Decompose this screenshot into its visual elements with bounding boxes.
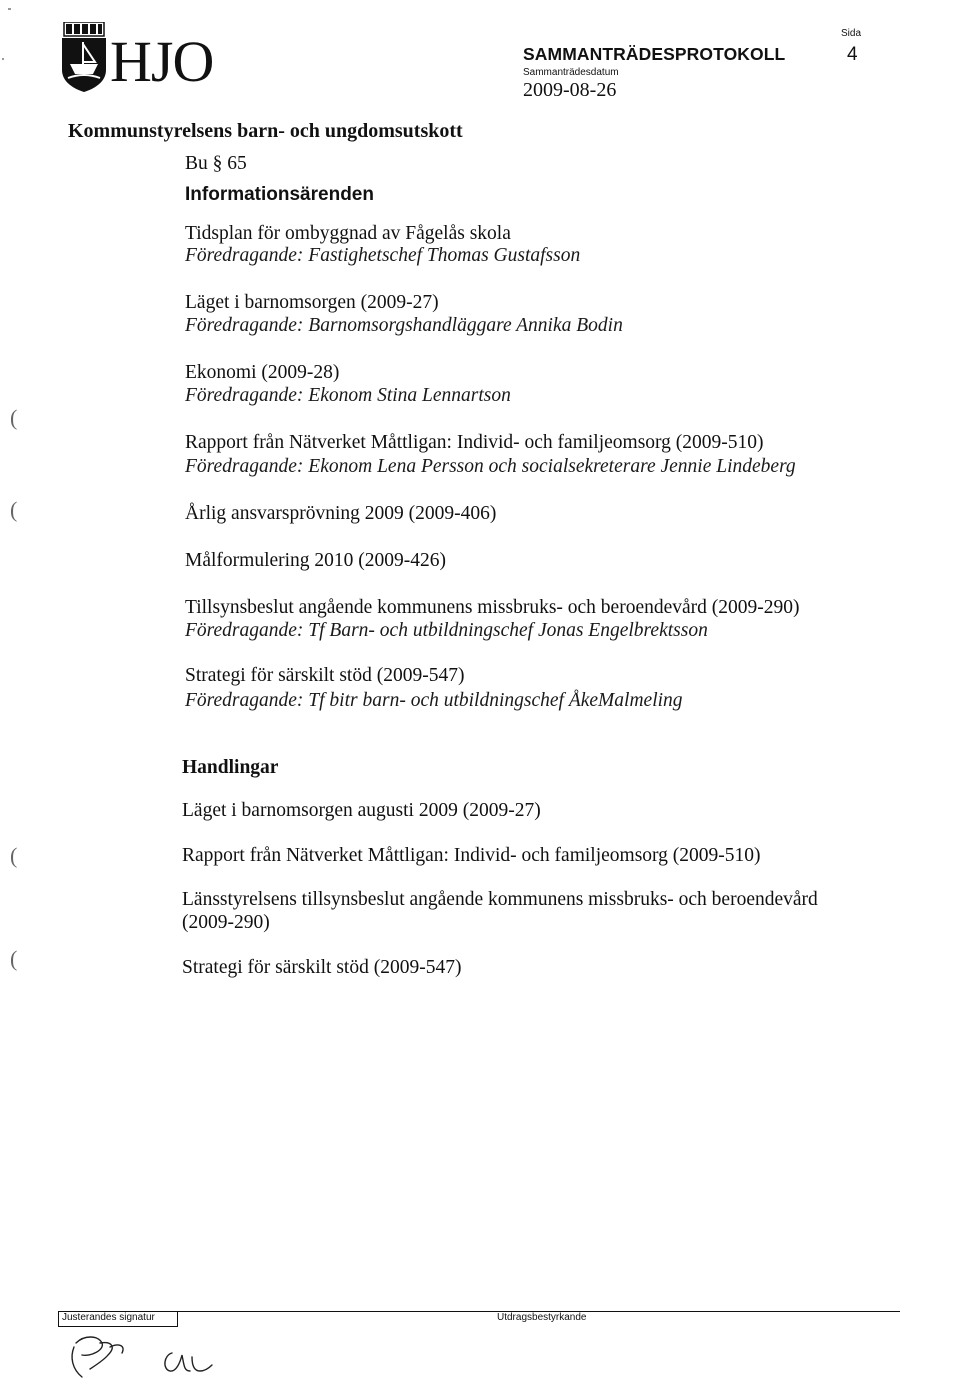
agenda-item-title: Tidsplan för ombyggnad av Fågelås skola <box>185 223 511 244</box>
scan-speck <box>8 8 11 10</box>
document-type: SAMMANTRÄDESPROTOKOLL <box>523 44 786 64</box>
meeting-date-label: Sammanträdesdatum <box>523 67 619 78</box>
documents-heading: Handlingar <box>182 757 279 778</box>
document-item: Rapport från Nätverket Måttligan: Individ- och familjeomsorg (2009-510) <box>182 845 761 866</box>
signature-label: Justerandes signatur <box>62 1312 155 1323</box>
document-item: Läget i barnomsorgen augusti 2009 (2009-27) <box>182 800 541 821</box>
document-item: Strategi för särskilt stöd (2009-547) <box>182 957 462 978</box>
binder-hole-mark: ( <box>10 843 18 868</box>
agenda-item-title: Ekonomi (2009-28) <box>185 362 340 383</box>
page-number: 4 <box>847 44 858 65</box>
binder-hole-mark: ( <box>10 497 18 522</box>
extract-label: Utdragsbestyrkande <box>497 1312 587 1323</box>
municipality-logo <box>60 22 250 94</box>
agenda-item-presenter: Föredragande: Ekonom Lena Persson och socialsekreterare Jennie Lindeberg <box>185 456 796 477</box>
agenda-item-title: Rapport från Nätverket Måttligan: Individ- och familjeomsorg (2009-510) <box>185 432 764 453</box>
agenda-item-presenter: Föredragande: Fastighetschef Thomas Gustafsson <box>185 245 581 266</box>
agenda-item-title: Målformulering 2010 (2009-426) <box>185 550 447 571</box>
binder-hole-mark: ( <box>10 946 18 971</box>
agenda-item-title: Årlig ansvarsprövning 2009 (2009-406) <box>185 503 497 524</box>
agenda-item-title: Strategi för särskilt stöd (2009-547) <box>185 665 465 686</box>
agenda-item-presenter: Föredragande: Ekonom Stina Lennartson <box>185 385 511 406</box>
binder-hole-mark: ( <box>10 405 18 430</box>
agenda-item-presenter: Föredragande: Barnomsorgshandläggare Annika Bodin <box>185 315 623 336</box>
logo-text: HJO <box>110 29 214 94</box>
handwritten-signature <box>60 1325 240 1380</box>
committee-name: Kommunstyrelsens barn- och ungdomsutskott <box>68 120 463 142</box>
document-item: Länsstyrelsens tillsynsbeslut angående kommunens missbruks- och beroendevård <box>182 889 818 910</box>
section-title: Informationsärenden <box>185 184 374 205</box>
meeting-date: 2009-08-26 <box>523 79 617 101</box>
hjo-coat-of-arms-icon <box>60 22 108 92</box>
agenda-item-presenter: Föredragande: Tf Barn- och utbildningschef Jonas Engelbrektsson <box>185 620 708 641</box>
scan-speck <box>2 58 4 60</box>
agenda-item-title: Tillsynsbeslut angående kommunens missbruks- och beroendevård (2009-290) <box>185 597 800 618</box>
agenda-item-presenter: Föredragande: Tf bitr barn- och utbildningschef ÅkeMalmeling <box>185 690 683 711</box>
agenda-item-title: Läget i barnomsorgen (2009-27) <box>185 292 439 313</box>
page-label: Sida <box>841 28 862 39</box>
paragraph-number: Bu § 65 <box>185 153 247 174</box>
document-item-continued: (2009-290) <box>182 912 270 933</box>
footer-rule <box>58 1311 900 1312</box>
